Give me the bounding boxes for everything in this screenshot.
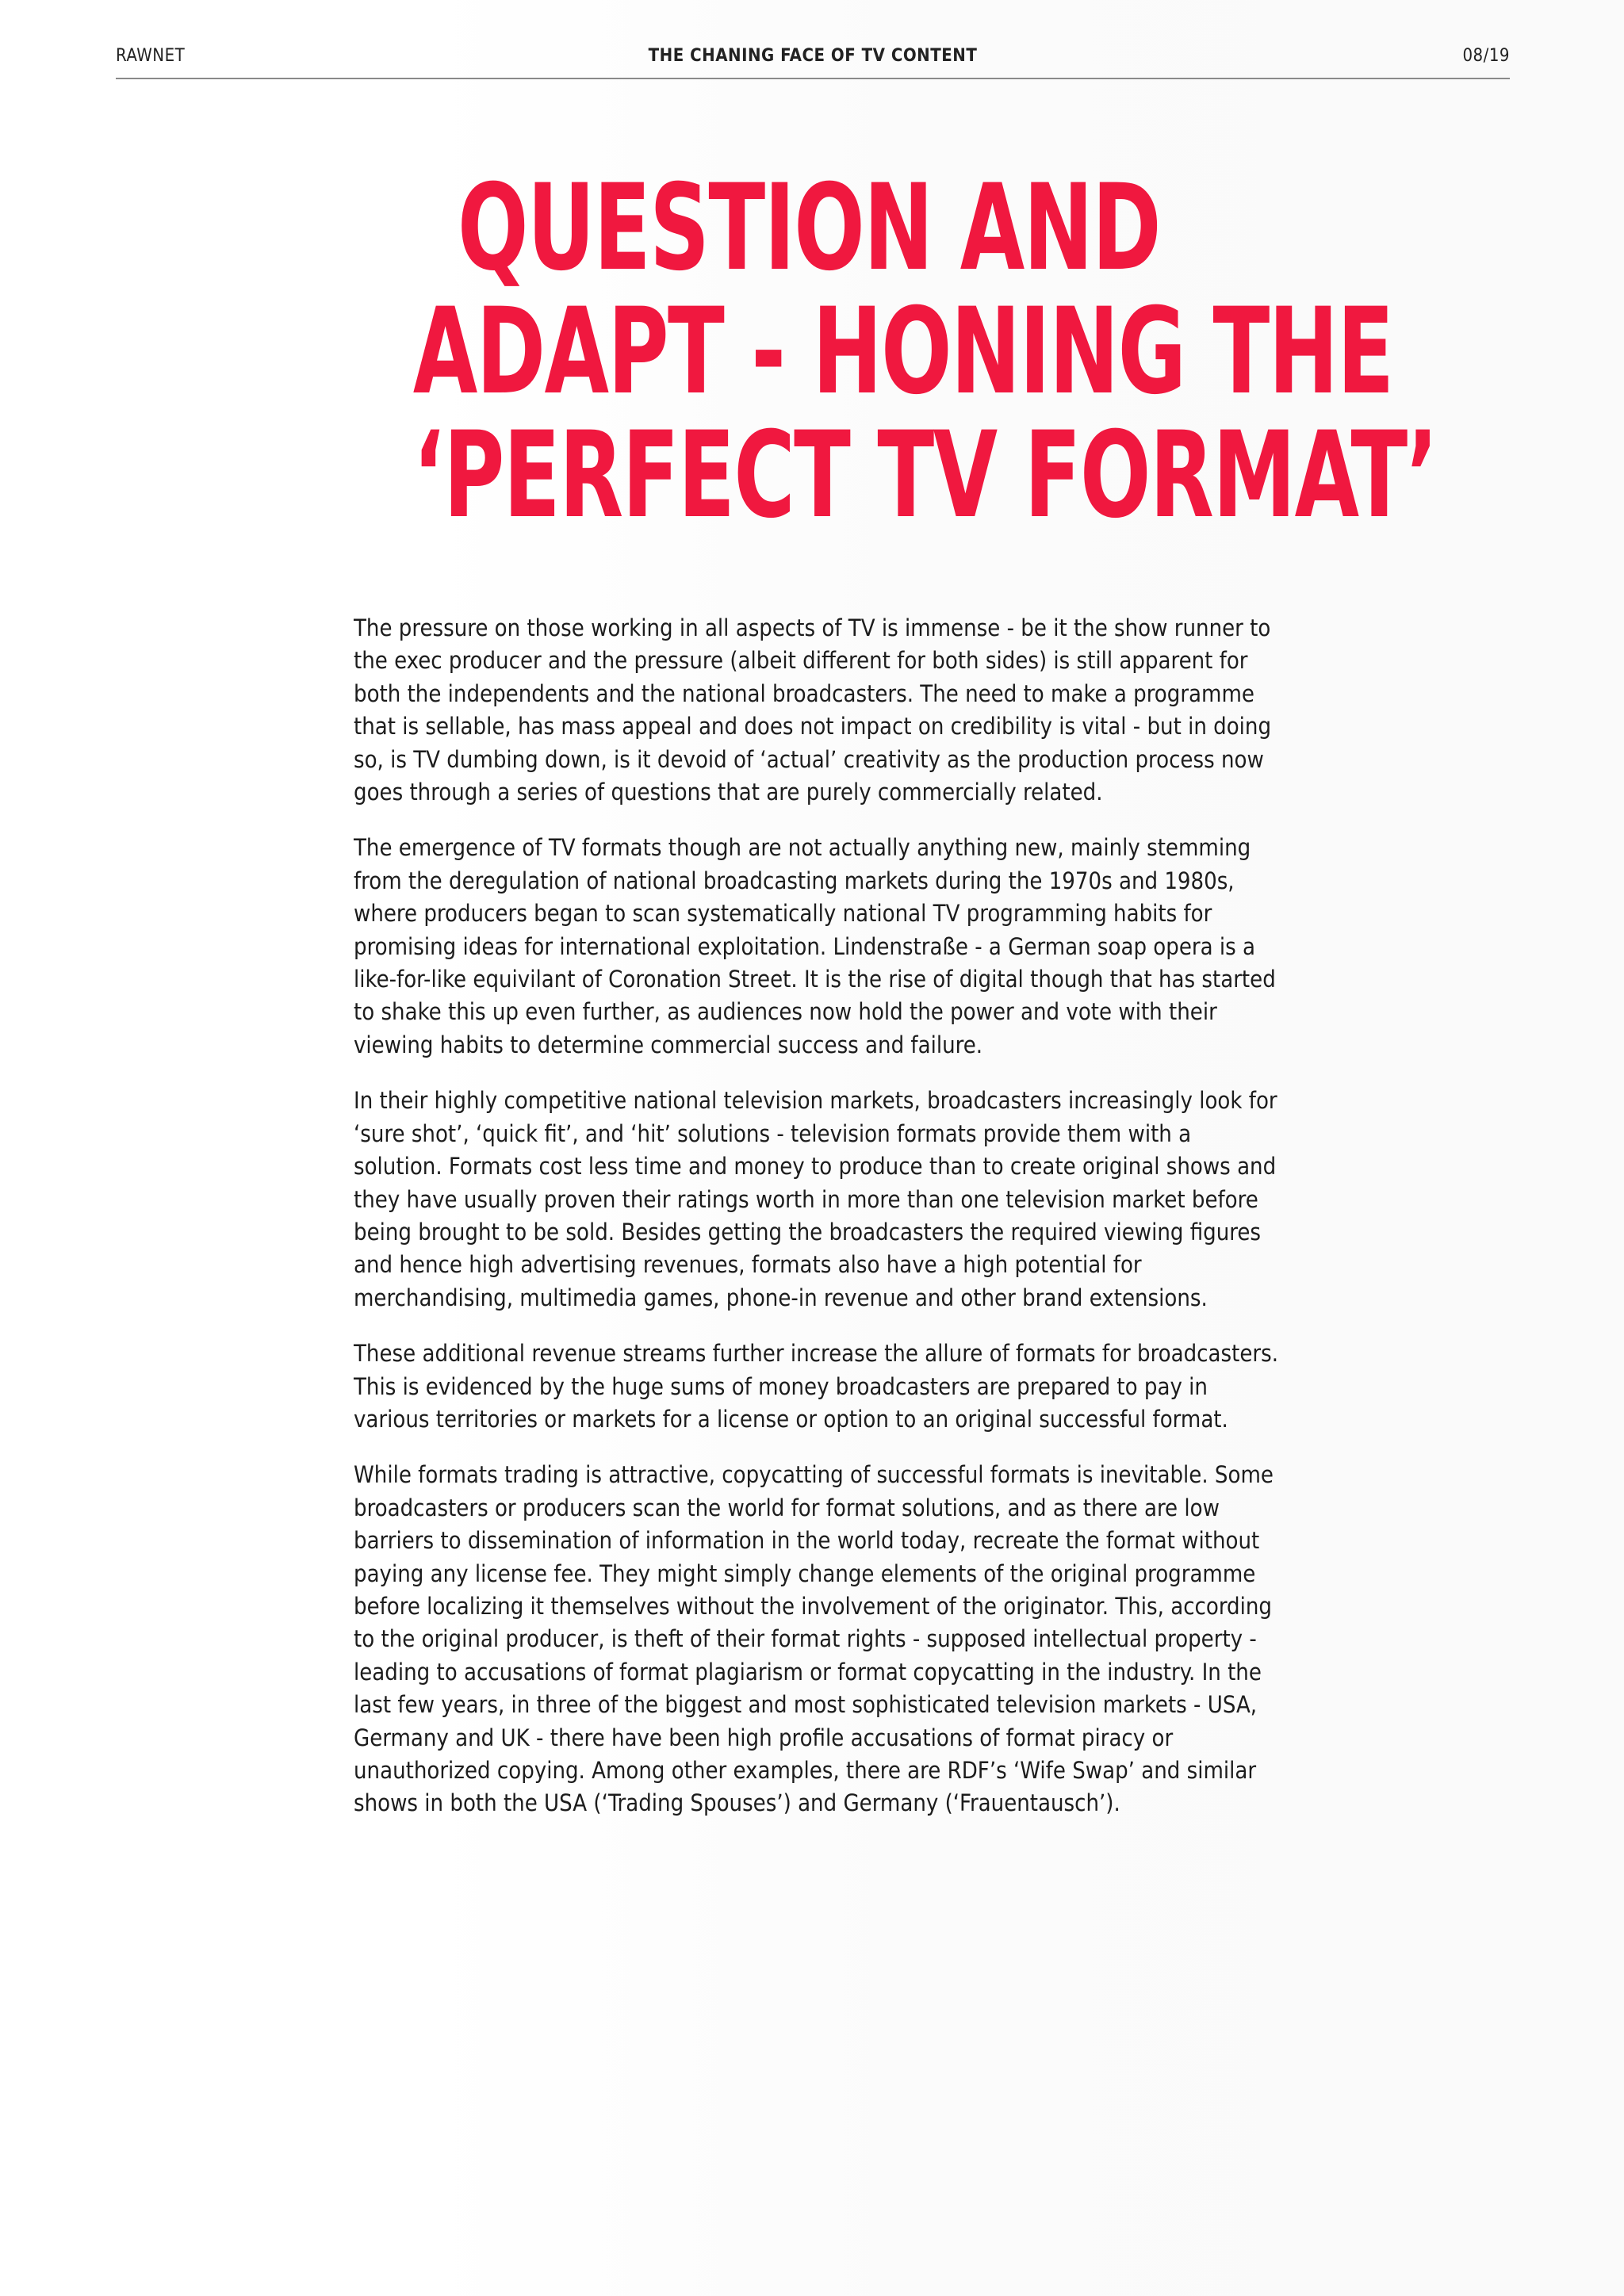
article-body: [354, 612, 1281, 1843]
page-number: 08/19: [1462, 46, 1510, 66]
document-title: THE CHANING FACE OF TV CONTENT: [648, 46, 978, 66]
paragraph: The emergence of TV formats though are not actually anything new, mainly stemming from the deregulation of national broadcasting markets during the 1970s and 1980s, where producers began to scan systematically national TV programming habits for promising ideas for international exploitation. Lindenstraße - a German soap opera is a like-for-like equivilant of Coronation Street. It is the rise of digital though that has started to shake this up even further, as audiences now hold the power and vote with their viewing habits to determine commercial success and failure.: [354, 834, 1276, 1058]
page-title: [412, 159, 1438, 545]
page-header: [116, 44, 1510, 79]
paragraph: In their highly competitive national television markets, broadcasters increasingly look for ‘sure shot’, ‘quick fit’, and ‘hit’ solutions - television formats provide them with a solution. Formats cost less time and money to produce than to create original shows and they have usually proven their ratings worth in more than one television market before being brought to be sold. Besides getting the broadcasters the required viewing figures and hence high advertising revenues, formats also have a high potential for merchandising, multimedia games, phone-in revenue and other brand extensions.: [354, 1087, 1277, 1311]
paragraph: These additional revenue streams further increase the allure of formats for broadcasters. This is evidenced by the huge sums of money broadcasters are prepared to pay in various territories or markets for a license or option to an original successful format.: [354, 1340, 1278, 1433]
paragraph: The pressure on those working in all aspects of TV is immense - be it the show runner to the exec producer and the pressure (albeit different for both sides) is still apparent for both the independents and the national broadcasters. The need to make a programme that is sellable, has mass appeal and does not impact on credibility is vital - but in doing so, is TV dumbing down, is it devoid of ‘actual’ creativity as the production process now goes through a series of questions that are purely commercially related.: [354, 614, 1272, 806]
title-line-3: ‘PERFECT TV FORMAT’: [412, 407, 1438, 545]
publisher-name: RAWNET: [116, 46, 186, 66]
paragraph: While formats trading is attractive, copycatting of successful formats is inevitable. Some broadcasters or producers scan the world for format solutions, and as there are low barriers to dissemination of information in the world today, recreate the format without paying any license fee. They might simply change elements of the original programme before localizing it themselves without the involvement of the originator. This, according to the original producer, is theft of their format rights - supposed intellectual property - leading to accusations of format plagiarism or format copycatting in the industry. In the last few years, in three of the biggest and most sophisticated television markets - USA, Germany and UK - there have been high profile accusations of format piracy or unauthorized copying. Among other examples, there are RDF’s ‘Wife Swap’ and similar shows in both the USA (‘Trading Spouses’) and Germany (‘Frauentausch’).: [354, 1461, 1274, 1817]
title-line-2: ADAPT - HONING THE: [412, 283, 1393, 421]
title-line-1: QUESTION AND: [457, 159, 1161, 297]
